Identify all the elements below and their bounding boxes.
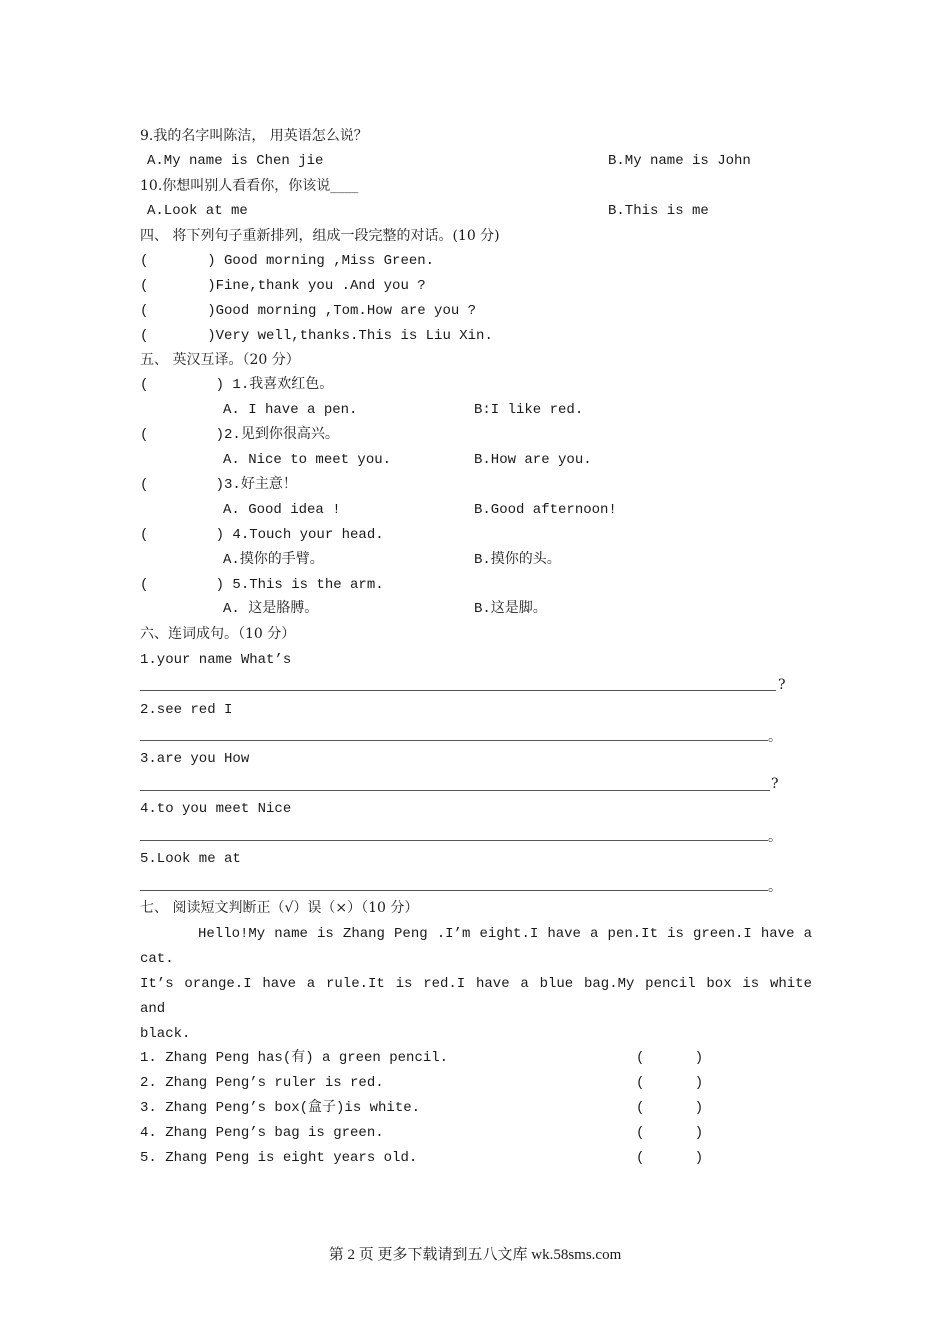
answer-blank[interactable]: ( ) (636, 1075, 704, 1091)
section5-option-a: A. Good idea ! (223, 502, 341, 518)
q9-option-b: B.My name is John (608, 153, 751, 169)
section6-title: 六、连词成句。（10 分） (140, 626, 296, 642)
q10-option-b: B.This is me (608, 203, 709, 219)
section5-prompt: ( )2.见到你很高兴。 (140, 427, 339, 443)
section4-line: ( )Good morning ,Tom.How are you ? (140, 303, 477, 319)
q10-option-a: A.Look at me (147, 203, 248, 219)
section5-option-b: B:I like red. (474, 402, 584, 418)
answer-blank[interactable]: ( ) (636, 1125, 704, 1141)
section6-words: 5.Look me at (140, 851, 241, 867)
section6-words: 1.your name What’s (140, 652, 292, 668)
q9-option-a: A.My name is Chen jie (147, 153, 324, 169)
section4-title: 四、 将下列句子重新排列，组成一段完整的对话。(10 分) (140, 228, 500, 244)
passage-line: Hello!My name is Zhang Peng .I’m eight.I have a pen.It is green.I have a (198, 926, 812, 942)
statement: 2. Zhang Peng’s ruler is red. (140, 1075, 384, 1091)
statement: 5. Zhang Peng is eight years old. (140, 1150, 418, 1166)
answer-line[interactable] (140, 840, 768, 841)
passage-line: and (140, 1001, 166, 1017)
passage-line: black. (140, 1026, 191, 1042)
section5-option-a: A. 这是胳膊。 (223, 601, 319, 617)
answer-blank[interactable]: ( ) (636, 1100, 704, 1116)
section5-prompt: ( ) 5.This is the arm. (140, 577, 384, 593)
end-punctuation: ? (771, 776, 779, 792)
section6-words: 3.are you How (140, 751, 250, 767)
section4-line: ( )Very well,thanks.This is Liu Xin. (140, 328, 493, 344)
passage-line: cat. (140, 951, 174, 967)
section5-prompt: ( ) 1.我喜欢红色。 (140, 377, 334, 393)
q10-question: 10.你想叫别人看看你，你该说____ (140, 178, 359, 194)
passage-line: It’s orange.I have a rule.It is red.I have a blue bag.My pencil box is white (140, 976, 812, 992)
section5-option-a: A. I have a pen. (223, 402, 358, 418)
statement: 4. Zhang Peng’s bag is green. (140, 1125, 384, 1141)
answer-line[interactable] (140, 790, 770, 791)
end-punctuation: 。 (768, 879, 782, 895)
section5-prompt: ( )3.好主意！ (140, 477, 297, 493)
section7-title: 七、 阅读短文判断正（√）误（×）（10 分） (140, 900, 419, 916)
section5-option-b: B.这是脚。 (474, 601, 547, 617)
section6-words: 2.see red I (140, 702, 233, 718)
section5-prompt: ( ) 4.Touch your head. (140, 527, 384, 543)
section5-title: 五、 英汉互译。（20 分） (140, 352, 300, 368)
section5-option-b: B.Good afternoon! (474, 502, 617, 518)
end-punctuation: 。 (768, 729, 782, 745)
section5-option-b: B.How are you. (474, 452, 592, 468)
q9-question: 9.我的名字叫陈洁， 用英语怎么说？ (140, 128, 368, 144)
section5-option-b: B.摸你的头。 (474, 552, 561, 568)
answer-blank[interactable]: ( ) (636, 1150, 704, 1166)
section4-line: ( )Fine,thank you .And you ? (140, 278, 426, 294)
section5-option-a: A. Nice to meet you. (223, 452, 392, 468)
answer-line[interactable] (140, 890, 768, 891)
section5-option-a: A.摸你的手臂。 (223, 552, 324, 568)
section4-line: ( ) Good morning ,Miss Green. (140, 253, 435, 269)
section6-words: 4.to you meet Nice (140, 801, 292, 817)
statement: 1. Zhang Peng has(有) a green pencil. (140, 1050, 449, 1066)
end-punctuation: ? (778, 677, 786, 693)
answer-blank[interactable]: ( ) (636, 1050, 704, 1066)
page-footer: 第 2 页 更多下载请到五八文库 wk.58sms.com (328, 1247, 622, 1263)
answer-line[interactable] (140, 740, 768, 741)
answer-line[interactable] (140, 690, 776, 691)
statement: 3. Zhang Peng’s box(盒子)is white. (140, 1100, 421, 1116)
end-punctuation: 。 (768, 829, 782, 845)
